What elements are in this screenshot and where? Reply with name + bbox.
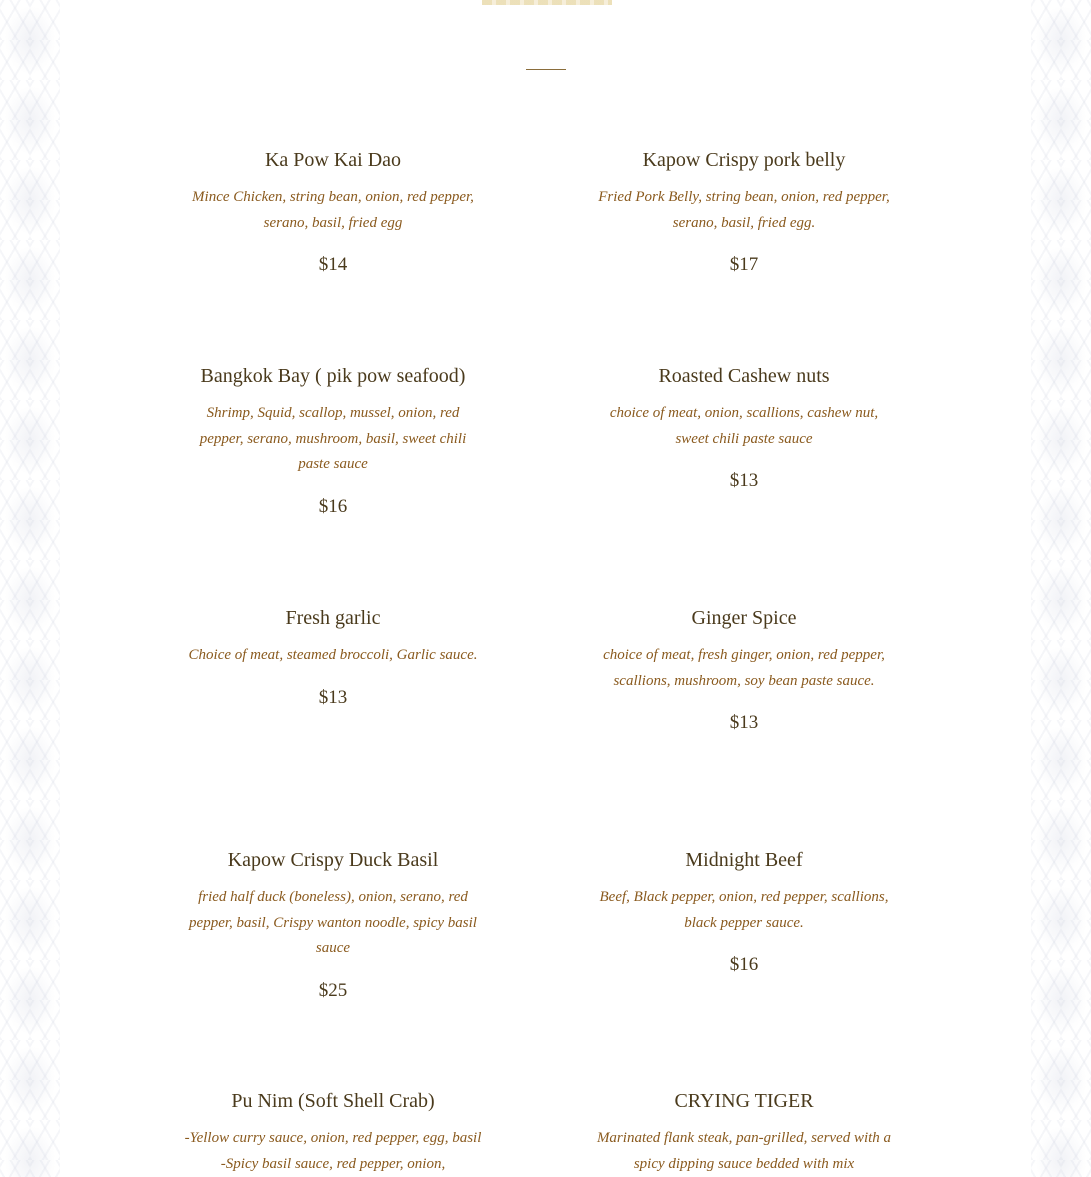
menu-item-price: $14 <box>318 254 348 275</box>
menu-item-name: Bangkok Bay ( pik pow seafood) <box>200 365 466 387</box>
menu-item-price: $25 <box>318 979 348 1001</box>
menu-item-name: Fresh garlic <box>285 607 381 629</box>
decorative-pattern-left <box>0 0 60 1177</box>
menu-item-price: $13 <box>729 712 759 733</box>
menu-item <box>183 606 483 710</box>
menu-item-name: Midnight Beef <box>685 849 803 871</box>
menu-item-price: $13 <box>729 470 759 491</box>
menu-item <box>594 148 894 277</box>
menu-item-price: $16 <box>318 495 348 517</box>
menu-item-description: Mince Chicken, string bean, onion, red pepper, serano, basil, fried egg <box>192 189 474 231</box>
menu-item-price: $17 <box>729 254 759 275</box>
menu-item-description: fried half duck (boneless), onion, serano, red pepper, basil, Crispy wanton noodle, spicy basil sauce <box>189 889 477 956</box>
menu-item <box>183 364 483 519</box>
menu-item <box>183 148 483 277</box>
menu-item-description: Choice of meat, steamed broccoli, Garlic sauce. <box>188 647 478 663</box>
menu-item-description: Marinated flank steak, pan-grilled, served with a spicy dipping sauce bedded with mix <box>596 1130 892 1172</box>
section-divider <box>526 69 566 70</box>
menu-item <box>594 364 894 493</box>
menu-item-description: choice of meat, onion, scallions, cashew nut, sweet chili paste sauce <box>609 405 879 447</box>
menu-item <box>594 1089 894 1177</box>
menu-item-name: Kapow Crispy pork belly <box>642 149 846 171</box>
menu-item-description: Shrimp, Squid, scallop, mussel, onion, red pepper, serano, mushroom, basil, sweet chili paste sauce <box>199 405 467 472</box>
menu-item-price: $16 <box>729 954 759 975</box>
menu-item <box>183 1089 483 1177</box>
menu-item-name: Ka Pow Kai Dao <box>264 149 402 171</box>
menu-item <box>594 606 894 735</box>
menu-item-description: choice of meat, fresh ginger, onion, red pepper, scallions, mushroom, soy bean paste sauce. <box>603 647 885 689</box>
menu-item-price: $13 <box>318 686 348 708</box>
menu-item-name: CRYING TIGER <box>674 1090 814 1112</box>
header-ornament <box>482 0 612 5</box>
decorative-pattern-right <box>1031 0 1091 1177</box>
menu-item-description: Beef, Black pepper, onion, red pepper, scallions, black pepper sauce. <box>599 889 889 931</box>
menu-item-name: Ginger Spice <box>691 607 797 629</box>
menu-item-name: Roasted Cashew nuts <box>658 365 830 387</box>
menu-item-description: -Yellow curry sauce, onion, red pepper, egg, basil -Spicy basil sauce, red pepper, onion, <box>184 1130 482 1172</box>
menu-item-name: Pu Nim (Soft Shell Crab) <box>231 1090 435 1112</box>
menu-item-name: Kapow Crispy Duck Basil <box>227 849 439 871</box>
menu-item <box>594 848 894 977</box>
menu-item <box>183 848 483 1003</box>
menu-item-description: Fried Pork Belly, string bean, onion, red pepper, serano, basil, fried egg. <box>598 189 890 231</box>
